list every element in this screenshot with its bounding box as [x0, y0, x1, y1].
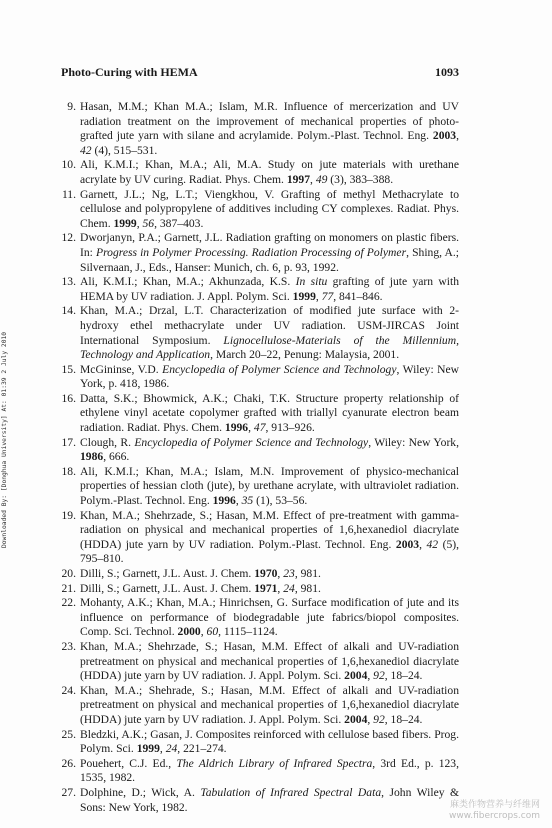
reference-text: , Shing, A.; Silvernaan, J., Eds., Hanser: Munich, ch. 6, p. 93, 1992. — [80, 245, 459, 274]
reference-text: , Wiley: New York, — [368, 435, 459, 449]
reference-text: Dolphine, D.; Wick, A. — [80, 785, 201, 799]
reference-emphasis: 42 — [426, 537, 439, 551]
reference-emphasis: Encyclopedia of Polymer Science and Technology — [134, 435, 369, 449]
reference-item — [61, 786, 459, 815]
reference-number: 18. — [61, 464, 76, 478]
reference-text: Khan, M.A.; Shehrade, S.; Hasan, M.M. Effect of alkali and UV-radiation pretreatment on physical and mechanical properties of 1,6,hexanediol diacrylate (HDDA) jute yarn by UV radiation. J. Appl. Polym. Sci. — [80, 683, 459, 726]
reference-number: 26. — [61, 756, 76, 770]
download-stamp: Downloaded By: [Donghua University] At: 01:39 2 July 2010 — [1, 331, 8, 548]
reference-item — [61, 465, 459, 509]
reference-item — [61, 363, 459, 392]
reference-text: (1), 53–56. — [253, 494, 308, 508]
reference-text: Ali, K.M.I.; Khan, M.A.; Islam, M.N. Improvement of physico-mechanical properties of hessian cloth (jute), by urethane acrylate, with ultraviolet radiation. Polym.-Plast. Technol. Eng. — [80, 464, 459, 508]
reference-number: 27. — [61, 785, 76, 799]
reference-number: 23. — [61, 639, 76, 653]
reference-item — [61, 188, 459, 232]
reference-year: 2003 — [432, 129, 457, 143]
reference-text: Clough, R. — [80, 435, 135, 449]
reference-emphasis: Progress in Polymer Processing. Radiation Processing of Polymer — [95, 245, 407, 259]
reference-emphasis: 42 — [80, 143, 92, 157]
reference-emphasis: In situ — [295, 275, 328, 289]
reference-number: 14. — [61, 304, 76, 318]
reference-text: , 666. — [103, 450, 130, 464]
reference-year: 1996 — [212, 494, 236, 508]
reference-number: 25. — [61, 727, 76, 741]
reference-text: , 221–274. — [177, 742, 227, 756]
reference-year: 1970 — [254, 567, 278, 580]
reference-text: Mohanty, A.K.; Khan, M.A.; Hinrichsen, G. Surface modification of jute and its influence on performance of biodegradable jute fabrics/biopol composites. Comp. Sci. Technol. — [80, 596, 459, 639]
reference-emphasis: 56 — [142, 216, 155, 230]
reference-year: 2004 — [344, 669, 368, 683]
reference-text: (3), 383–388. — [327, 172, 394, 186]
reference-year: 1971 — [254, 581, 278, 595]
running-header — [61, 64, 459, 80]
reference-emphasis: 60 — [206, 625, 219, 639]
reference-year: 1999 — [113, 216, 137, 230]
reference-text: , 18–24. — [384, 669, 423, 683]
reference-text: Pouehert, C.J. Ed., — [80, 756, 177, 770]
reference-text: Bledzki, A.K.; Gasan, J. Composites reinforced with cellulose based fibers. Prog. Polym. Sci. — [80, 727, 459, 756]
reference-year: 1999 — [136, 742, 160, 756]
reference-text: Khan, M.A.; Shehrzade, S.; Hasan, M.M. Effect of alkali and UV-radiation pretreatment on physical and mechanical properties of 1,6,hexanediol diacrylate (HDDA) jute yarn by UV radiation. J. Appl. Polym. Sci. — [80, 639, 459, 683]
reference-emphasis: Tabulation of Infrared Spectral Data — [200, 785, 382, 799]
running-title: Photo-Curing with HEMA — [61, 65, 198, 79]
reference-item — [61, 100, 459, 158]
reference-emphasis: 92 — [373, 712, 385, 726]
reference-number: 11. — [61, 187, 76, 201]
reference-list — [61, 100, 459, 815]
reference-item — [61, 582, 459, 597]
reference-year: 1997 — [286, 172, 311, 186]
reference-emphasis: 77 — [321, 289, 334, 303]
reference-text: Datta, S.K.; Bhowmick, A.K.; Chaki, T.K. Structure property relationship of ethylene vinyl acetate copolymer grafted with triallyl cyanurate electron beam radiation. Radiat. Phys. Chem. — [80, 391, 459, 435]
reference-text: , — [159, 742, 166, 756]
reference-emphasis: 47 — [253, 421, 266, 435]
reference-emphasis: 24 — [283, 581, 295, 595]
reference-text: , — [200, 625, 207, 639]
reference-text: , — [235, 494, 242, 508]
reference-item — [61, 567, 459, 582]
reference-item — [61, 596, 459, 640]
reference-item — [61, 275, 459, 304]
reference-text: Hasan, M.M.; Khan M.A.; Islam, M.R. Influence of mercerization and UV radiation treatment on the improvement of mechanical properties of photo-grafted jute yarn with silane and acrylamide. Polym.-Plast. Technol. Eng. — [80, 100, 459, 143]
reference-year: 2004 — [344, 712, 368, 726]
reference-emphasis: 92 — [373, 669, 385, 683]
reference-item — [61, 757, 459, 786]
reference-number: 21. — [61, 581, 76, 595]
reference-text: , 3rd Ed., p. 123, 1535, 1982. — [80, 756, 459, 785]
reference-text: , — [310, 172, 316, 186]
reference-item — [61, 684, 459, 728]
reference-number: 22. — [61, 596, 76, 610]
reference-number: 24. — [61, 683, 76, 697]
reference-text: Ali, K.M.I.; Khan, M.A.; Akhunzada, K.S. — [80, 275, 296, 289]
reference-number: 10. — [61, 158, 76, 172]
reference-text: , — [315, 289, 322, 303]
reference-number: 20. — [61, 567, 76, 580]
reference-text: , 841–846. — [333, 289, 383, 303]
reference-item — [61, 304, 459, 362]
reference-text: , — [367, 669, 374, 683]
reference-text: , — [277, 581, 284, 595]
reference-emphasis: Encyclopedia of Polymer Science and Technology — [162, 362, 397, 376]
reference-text: (4), 515–531. — [91, 143, 158, 157]
reference-text: , March 20–22, Penung: Malaysia, 2001. — [210, 348, 400, 362]
watermark-line-2: www.fibercrops.com — [449, 811, 540, 821]
reference-year: 1986 — [80, 450, 104, 464]
reference-text: Dworjanyn, P.A.; Garnett, J.L. Radiation grafting on monomers on plastic fibers. In: — [80, 231, 459, 259]
watermark-line-1: 麻类作物营养与纤维网 — [449, 800, 540, 810]
reference-text: , — [456, 129, 459, 143]
reference-item — [61, 158, 459, 187]
reference-year: 2003 — [395, 537, 420, 551]
reference-text: Khan, M.A.; Shehrzade, S.; Hasan, M.M. Effect of pre-treatment with gamma-radiation on physical and mechanical properties of 1,6,hexanediol diacrylate (HDDA) jute yarn by UV radiation. Polym.-Plast. Technol. Eng. — [80, 508, 459, 551]
reference-item — [61, 728, 459, 757]
reference-emphasis: 23 — [283, 567, 295, 580]
reference-text: , 387–403. — [154, 216, 204, 230]
reference-text: , 913–926. — [265, 421, 315, 435]
reference-number: 16. — [61, 391, 76, 405]
reference-text: , Wiley: New York, p. 418, 1986. — [80, 362, 459, 391]
reference-text: Ali, K.M.I.; Khan, M.A.; Ali, M.A. Study on jute materials with urethane acrylate by UV curing. Radiat. Phys. Chem. — [80, 158, 459, 186]
reference-item — [61, 392, 459, 436]
reference-text: , 981. — [294, 567, 321, 580]
reference-text: Khan, M.A.; Drzal, L.T. Characterization of modified jute surface with 2-hydroxy ethel methacrylate under UV radiation. USM-JIRCAS Joint International Symposium. — [80, 304, 459, 347]
reference-emphasis: 49 — [315, 172, 328, 186]
reference-number: 12. — [61, 231, 76, 245]
reference-text: grafting of jute yarn with HEMA by UV radiation. J. Appl. Polym. Sci. — [80, 275, 459, 303]
page-number: 1093 — [435, 65, 459, 79]
reference-text: , 18–24. — [384, 712, 423, 726]
reference-text: McGininse, V.D. — [80, 362, 163, 376]
reference-emphasis: 35 — [241, 494, 254, 508]
reference-year: 2000 — [177, 625, 201, 639]
reference-text: (5), 795–810. — [80, 537, 459, 566]
reference-number: 19. — [61, 508, 76, 522]
reference-year: 1996 — [224, 421, 249, 435]
reference-text: , 1115–1124. — [218, 625, 278, 639]
reference-text: , — [136, 216, 143, 230]
reference-number: 9. — [67, 100, 76, 113]
reference-item — [61, 436, 459, 465]
reference-item — [61, 640, 459, 684]
reference-text: Dilli, S.; Garnett, J.L. Aust. J. Chem. — [80, 567, 255, 580]
reference-text: , — [277, 567, 284, 580]
reference-emphasis: 24 — [165, 742, 178, 756]
reference-text: , — [367, 712, 374, 726]
reference-item — [61, 509, 459, 567]
watermark — [449, 800, 540, 822]
reference-year: 1999 — [292, 289, 316, 303]
reference-text: Garnett, J.L.; Ng, L.T.; Viengkhou, V. Grafting of methyl Methacrylate to cellulose and polypropylene of additives including CY complexes. Radiat. Phys. Chem. — [80, 187, 459, 230]
reference-number: 15. — [61, 362, 76, 376]
reference-text: , John Wiley & Sons: New York, 1982. — [80, 785, 459, 814]
reference-text: , — [248, 421, 254, 435]
reference-text: , — [419, 537, 427, 551]
reference-emphasis: Lignocellulose-Materials of the Millennium, Technology and Application — [80, 333, 459, 362]
reference-emphasis: The Aldrich Library of Infrared Spectra — [176, 756, 373, 770]
reference-number: 13. — [61, 275, 76, 289]
reference-number: 17. — [61, 435, 76, 449]
reference-text: Dilli, S.; Garnett, J.L. Aust. J. Chem. — [80, 581, 255, 595]
reference-item — [61, 231, 459, 275]
reference-text: , 981. — [294, 581, 321, 595]
